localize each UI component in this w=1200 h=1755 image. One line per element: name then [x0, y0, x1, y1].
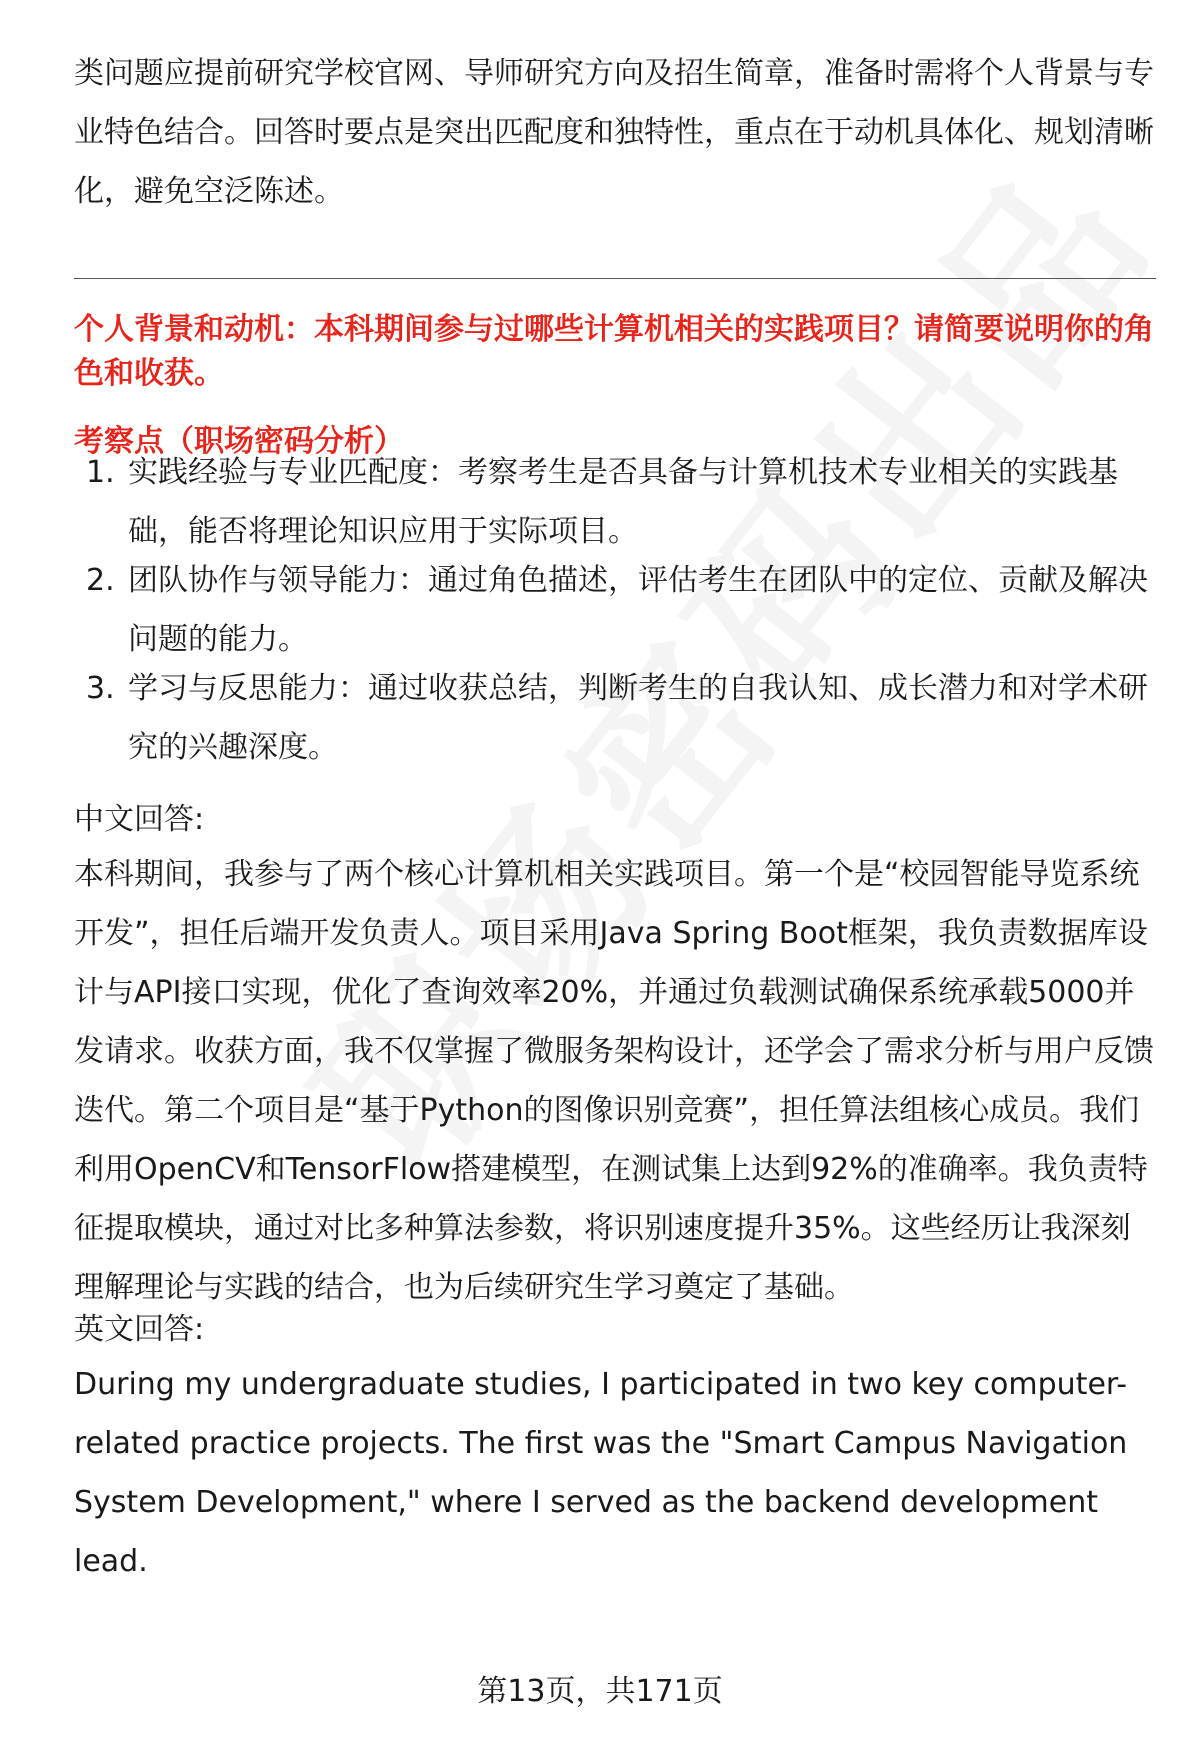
section-divider — [74, 278, 1156, 279]
list-item-number: 2. — [86, 563, 115, 598]
list-item: 学习与反思能力：通过收获总结，判断考生的自我认知、成长潜力和对学术研究的兴趣深度。 — [128, 671, 1148, 765]
chinese-answer: 本科期间，我参与了两个核心计算机相关实践项目。第一个是“校园智能导览系统开发”，担任后端开发负责人。项目采用Java Spring Boot框架，我负责数据库设计与API接口实现，优化了查询效率20%，并通过负载测试确保系统承载5000并发请求。收获方面，我不仅掌握了微服务架构设计，还学会了需求分析与用户反馈迭代。第二个项目是“基于Python的图像识别竞赛”，担任算法组核心成员。我们利用OpenCV和TensorFlow搭建模型，在测试集上达到92%的准确率。我负责特征提取模块，通过对比多种算法参数，将识别速度提升35%。这些经历让我深刻理解理论与实践的结合，也为后续研究生学习奠定了基础。 — [74, 857, 1154, 1305]
list-item-number: 3. — [86, 671, 115, 706]
list-item-number: 1. — [86, 455, 115, 490]
analysis-heading: 考察点（职场密码分析） — [74, 424, 404, 459]
list-item: 实践经验与专业匹配度：考察考生是否具备与计算机技术专业相关的实践基础，能否将理论知识应用于实际项目。 — [128, 455, 1118, 549]
intro-paragraph: 类问题应提前研究学校官网、导师研究方向及招生简章，准备时需将个人背景与专业特色结合。回答时要点是突出匹配度和独特性，重点在于动机具体化、规划清晰化，避免空泛陈述。 — [74, 56, 1154, 209]
question-heading: 个人背景和动机：本科期间参与过哪些计算机相关的实践项目？请简要说明你的角色和收获。 — [74, 312, 1154, 391]
page-footer: 第13页，共171页 — [477, 1674, 723, 1709]
english-answer: During my undergraduate studies, I participated in two key computer-related practice projects. The first was the "Smart Campus Navigation System Development," where I served as the backend development lead. — [74, 1367, 1128, 1579]
list-item: 团队协作与领导能力：通过角色描述，评估考生在团队中的定位、贡献及解决问题的能力。 — [128, 563, 1148, 657]
english-answer-label: 英文回答: — [74, 1312, 205, 1347]
chinese-answer-label: 中文回答: — [74, 802, 205, 837]
